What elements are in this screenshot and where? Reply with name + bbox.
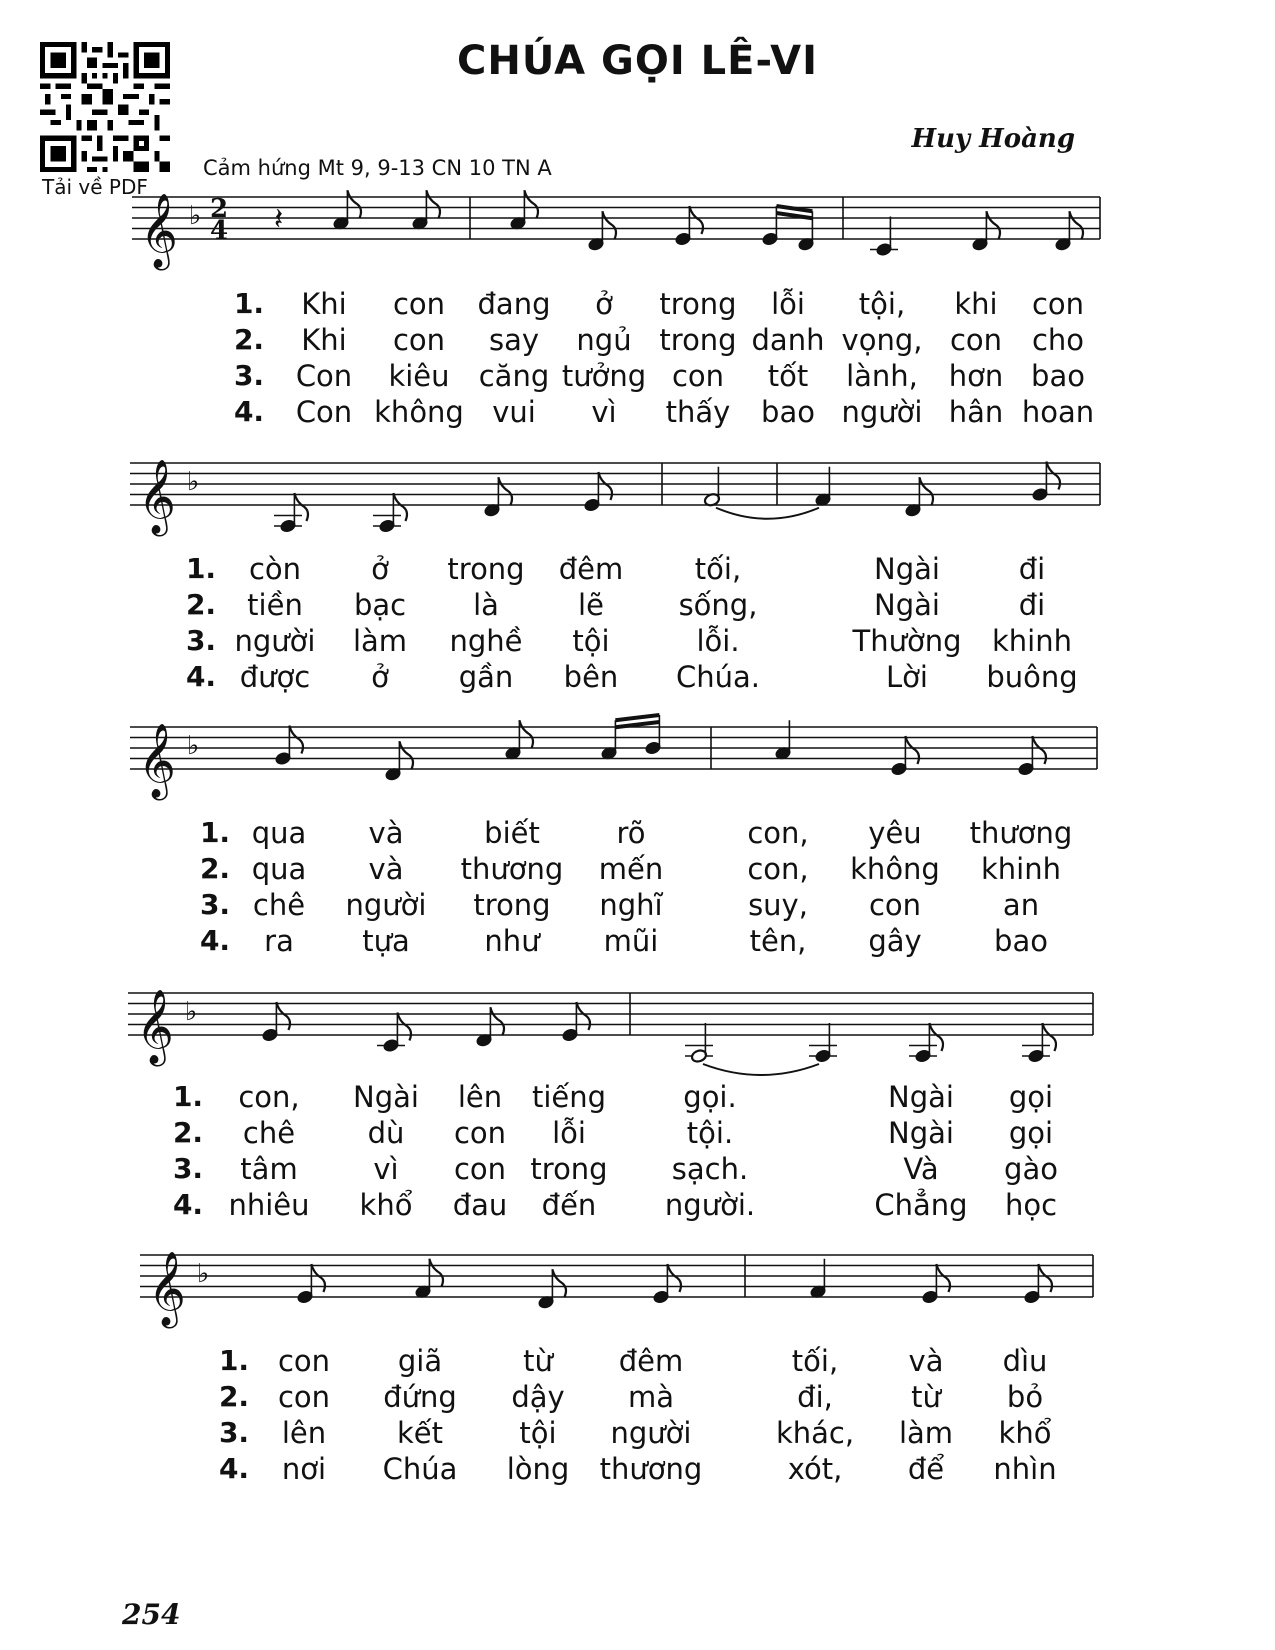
system-2-eighth-flag	[598, 472, 612, 500]
lyric-syllable: Ngài	[353, 1080, 419, 1114]
system-1-eighth-flag	[602, 211, 616, 239]
lyric-syllable: thương	[969, 816, 1073, 850]
system-4-treble-clef-icon: 𝄞	[136, 990, 174, 1064]
lyric-syllable: gào	[1004, 1152, 1058, 1186]
lyric-syllable: khổ	[998, 1416, 1052, 1450]
lyric-syllable: Ngài	[888, 1116, 954, 1150]
lyric-syllable: người	[841, 395, 923, 429]
verse-number: 4.	[233, 395, 265, 428]
time-signature-bottom: 4	[210, 216, 229, 246]
lyric-syllable: cho	[1031, 323, 1085, 357]
system-5-eighth-flag	[552, 1269, 566, 1297]
system-4-eighth-flag	[397, 1013, 411, 1041]
system-5-treble-clef-icon: 𝄞	[148, 1252, 186, 1326]
lyric-syllable: đau	[452, 1188, 508, 1222]
lyric-syllable: Con	[295, 395, 353, 429]
lyric-syllable: và	[368, 816, 404, 850]
lyric-syllable: tốt	[767, 359, 809, 393]
lyric-syllable: Và	[903, 1152, 939, 1186]
lyric-syllable: căng	[478, 359, 550, 393]
lyric-syllable: khinh	[981, 852, 1061, 886]
lyric-syllable: bao	[761, 395, 815, 429]
lyric-syllable: trong	[447, 552, 525, 586]
system-1-treble-clef-icon: 𝄞	[140, 194, 178, 268]
system-2-flat-key-signature: ♭	[187, 467, 200, 497]
lyric-syllable: người	[610, 1416, 692, 1450]
lyric-syllable: tiếng	[531, 1080, 607, 1114]
system-3-eighth-flag	[1032, 736, 1046, 764]
lyric-syllable: gọi	[1008, 1116, 1054, 1150]
verse-number: 2.	[172, 1116, 204, 1149]
lyric-syllable: tên,	[749, 924, 807, 958]
lyric-syllable: gần	[458, 660, 514, 694]
system-1-eighth-flag	[986, 211, 1000, 239]
lyric-syllable: đi,	[797, 1380, 833, 1414]
lyric-syllable: lành,	[846, 359, 918, 393]
system-2-eighth-flag	[393, 493, 407, 521]
verse-number: 1.	[172, 1080, 204, 1113]
lyric-syllable: nhìn	[993, 1452, 1057, 1486]
lyric-syllable: vui	[492, 395, 536, 429]
lyric-syllable: lẽ	[578, 588, 604, 622]
system-1-quarter-rest: 𝄽	[274, 202, 284, 237]
lyric-syllable: khinh	[992, 624, 1072, 658]
time-signature-top: 2	[210, 194, 229, 224]
lyric-syllable: trong	[659, 287, 737, 321]
lyric-syllable: tội	[572, 624, 610, 658]
lyric-syllable: sạch.	[671, 1152, 749, 1186]
lyric-syllable: tối,	[791, 1344, 839, 1378]
lyric-syllable: con	[277, 1344, 331, 1378]
system-1-flat-key-signature: ♭	[189, 201, 202, 231]
system-4-eighth-flag	[490, 1007, 504, 1035]
lyric-syllable: không	[374, 395, 464, 429]
lyric-syllable: thương	[460, 852, 564, 886]
system-2-eighth-flag	[294, 493, 308, 521]
lyric-syllable: gây	[868, 924, 922, 958]
lyric-syllable: đi	[1018, 588, 1046, 622]
lyric-syllable: tưởng	[561, 359, 647, 393]
lyric-syllable: nghĩ	[599, 888, 663, 922]
lyric-syllable: tâm	[240, 1152, 298, 1186]
lyric-syllable: tiền	[247, 588, 303, 622]
lyric-syllable: đang	[477, 287, 551, 321]
lyric-syllable: lỗi.	[696, 624, 740, 658]
lyric-syllable: sống,	[678, 588, 758, 622]
lyric-syllable: làm	[352, 624, 408, 658]
lyric-syllable: Chúa.	[676, 660, 760, 694]
system-4-eighth-flag	[929, 1023, 943, 1051]
lyric-syllable: say	[488, 323, 540, 357]
lyric-syllable: Lời	[886, 660, 928, 694]
verse-number: 1.	[218, 1344, 250, 1377]
lyric-syllable: kiêu	[388, 359, 450, 393]
lyric-syllable: xót,	[787, 1452, 843, 1486]
verse-number: 2.	[185, 588, 217, 621]
lyric-syllable: con	[1031, 287, 1085, 321]
lyric-syllable: người.	[664, 1188, 756, 1222]
lyric-syllable: biết	[484, 816, 540, 850]
lyric-syllable: học	[1004, 1188, 1058, 1222]
lyric-syllable: con	[392, 287, 446, 321]
lyric-syllable: Con	[295, 359, 353, 393]
lyric-syllable: Ngài	[874, 552, 940, 586]
lyric-syllable: rõ	[616, 816, 646, 850]
lyric-syllable: Ngài	[888, 1080, 954, 1114]
verse-number: 3.	[233, 359, 265, 392]
system-5-eighth-flag	[429, 1259, 443, 1287]
lyric-syllable: Chẳng	[874, 1188, 968, 1222]
lyric-syllable: hơn	[948, 359, 1004, 393]
lyric-syllable: tựa	[362, 924, 410, 958]
lyric-syllable: ở	[595, 287, 613, 321]
lyric-syllable: dậy	[511, 1380, 565, 1414]
lyric-syllable: lỗi	[552, 1116, 586, 1150]
lyric-syllable: an	[1002, 888, 1040, 922]
lyric-syllable: được	[239, 660, 311, 694]
lyric-syllable: người	[234, 624, 316, 658]
lyric-syllable: con	[949, 323, 1003, 357]
download-pdf-link[interactable]: Tải về PDF	[42, 175, 148, 199]
lyric-syllable: kết	[396, 1416, 444, 1450]
lyric-syllable: nhiêu	[228, 1188, 310, 1222]
lyric-syllable: dìu	[1002, 1344, 1048, 1378]
lyric-syllable: buông	[986, 660, 1078, 694]
lyric-syllable: lên	[457, 1080, 503, 1114]
lyric-syllable: con,	[747, 816, 809, 850]
lyric-syllable: lên	[281, 1416, 327, 1450]
lyric-syllable: bên	[563, 660, 619, 694]
lyric-syllable: gọi	[1008, 1080, 1054, 1114]
system-2-treble-clef-icon: 𝄞	[138, 460, 176, 534]
lyric-syllable: Chúa	[382, 1452, 458, 1486]
lyric-syllable: thấy	[665, 395, 731, 429]
system-5-eighth-flag	[667, 1264, 681, 1292]
lyric-syllable: ở	[371, 660, 389, 694]
lyric-syllable: Khi	[301, 287, 347, 321]
lyric-syllable: con	[392, 323, 446, 357]
lyric-syllable: trong	[473, 888, 551, 922]
lyric-syllable: đêm	[618, 1344, 684, 1378]
lyric-syllable: ngủ	[576, 323, 632, 357]
system-5-flat-key-signature: ♭	[197, 1259, 210, 1289]
inspiration-note: Cảm hứng Mt 9, 9-13 CN 10 TN A	[203, 156, 552, 180]
verse-number: 3.	[185, 624, 217, 657]
verse-number: 4.	[218, 1452, 250, 1485]
lyric-syllable: con,	[238, 1080, 300, 1114]
system-1-eighth-flag	[524, 190, 538, 218]
system-3-flat-key-signature: ♭	[187, 731, 200, 761]
lyric-syllable: hoan	[1021, 395, 1095, 429]
verse-number: 4.	[172, 1188, 204, 1221]
lyric-syllable: con	[453, 1152, 507, 1186]
lyric-syllable: con	[453, 1116, 507, 1150]
lyric-syllable: thương	[599, 1452, 703, 1486]
lyric-syllable: đứng	[383, 1380, 457, 1414]
lyric-syllable: khổ	[359, 1188, 413, 1222]
system-3-eighth-flag	[519, 720, 533, 748]
lyric-syllable: chê	[252, 888, 306, 922]
system-4-flat-key-signature: ♭	[185, 997, 198, 1027]
verse-number: 3.	[172, 1152, 204, 1185]
lyric-syllable: trong	[659, 323, 737, 357]
system-1-eighth-flag	[426, 190, 440, 218]
verse-number: 3.	[218, 1416, 250, 1449]
lyric-syllable: đến	[541, 1188, 597, 1222]
song-title: CHÚA GỌI LÊ-VI	[457, 38, 818, 84]
verse-number: 1.	[233, 287, 265, 320]
lyric-syllable: tội,	[858, 287, 906, 321]
system-1-eighth-flag	[1069, 211, 1083, 239]
lyric-syllable: mến	[598, 852, 664, 886]
lyric-syllable: người	[345, 888, 427, 922]
lyric-syllable: tội	[519, 1416, 557, 1450]
lyric-syllable: dù	[367, 1116, 405, 1150]
lyric-syllable: từ	[911, 1380, 941, 1414]
lyric-syllable: đi	[1018, 552, 1046, 586]
lyric-syllable: là	[473, 588, 499, 622]
system-5-eighth-flag	[1038, 1264, 1052, 1292]
lyric-syllable: tội.	[686, 1116, 734, 1150]
lyric-syllable: khác,	[775, 1416, 855, 1450]
lyric-syllable: khi	[954, 287, 998, 321]
verse-number: 3.	[199, 888, 231, 921]
lyric-syllable: không	[850, 852, 940, 886]
lyric-syllable: và	[368, 852, 404, 886]
system-1-eighth-flag	[689, 206, 703, 234]
system-3-eighth-flag	[289, 726, 303, 754]
lyric-syllable: yêu	[868, 816, 922, 850]
verse-number: 2.	[233, 323, 265, 356]
system-4-eighth-flag	[276, 1002, 290, 1030]
lyric-syllable: con,	[747, 852, 809, 886]
system-3-treble-clef-icon: 𝄞	[138, 724, 176, 798]
lyric-syllable: vì	[591, 395, 617, 429]
verse-number: 4.	[185, 660, 217, 693]
lyric-syllable: con	[868, 888, 922, 922]
lyric-syllable: bạc	[353, 588, 407, 622]
system-3-eighth-flag	[399, 741, 413, 769]
lyric-syllable: và	[908, 1344, 944, 1378]
system-3-eighth-flag	[905, 736, 919, 764]
lyric-syllable: tối,	[694, 552, 742, 586]
lyric-syllable: qua	[251, 816, 307, 850]
lyric-syllable: Khi	[301, 323, 347, 357]
lyric-syllable: ở	[371, 552, 389, 586]
lyric-syllable: hân	[948, 395, 1004, 429]
lyric-syllable: nơi	[281, 1452, 327, 1486]
lyric-syllable: nghề	[449, 624, 523, 658]
lyric-syllable: qua	[251, 852, 307, 886]
system-4-eighth-flag	[1042, 1023, 1056, 1051]
system-2-eighth-flag	[1046, 462, 1060, 490]
lyric-syllable: mũi	[603, 924, 659, 958]
lyric-syllable: còn	[248, 552, 302, 586]
verse-number: 2.	[199, 852, 231, 885]
lyric-syllable: giã	[397, 1344, 443, 1378]
composer-name: Huy Hoàng	[911, 124, 1075, 154]
lyric-syllable: chê	[242, 1116, 296, 1150]
lyric-syllable: làm	[898, 1416, 954, 1450]
lyric-syllable: để	[907, 1452, 945, 1486]
lyric-syllable: đêm	[558, 552, 624, 586]
system-3-beam	[615, 715, 659, 720]
lyric-syllable: vọng,	[841, 323, 923, 357]
verse-number: 2.	[218, 1380, 250, 1413]
lyric-syllable: mà	[627, 1380, 675, 1414]
system-2-eighth-flag	[498, 477, 512, 505]
verse-number: 4.	[199, 924, 231, 957]
system-4-eighth-flag	[576, 1002, 590, 1030]
lyric-syllable: lòng	[506, 1452, 570, 1486]
lyric-syllable: vì	[373, 1152, 399, 1186]
lyric-syllable: danh	[751, 323, 825, 357]
verse-number: 1.	[199, 816, 231, 849]
lyric-syllable: trong	[530, 1152, 608, 1186]
lyric-syllable: Thường	[852, 624, 962, 658]
verse-number: 1.	[185, 552, 217, 585]
system-4-tie	[703, 1064, 819, 1075]
lyric-syllable: Ngài	[874, 588, 940, 622]
lyric-syllable: gọi.	[683, 1080, 737, 1114]
lyric-syllable: bỏ	[1006, 1380, 1044, 1414]
system-5-eighth-flag	[936, 1264, 950, 1292]
lyric-syllable: như	[484, 924, 540, 958]
system-2-tie	[716, 508, 819, 519]
lyric-syllable: từ	[523, 1344, 553, 1378]
lyric-syllable: bao	[994, 924, 1048, 958]
system-1-eighth-flag	[347, 190, 361, 218]
system-2-eighth-flag	[919, 477, 933, 505]
lyric-syllable: con	[671, 359, 725, 393]
page-number: 254	[122, 1598, 181, 1631]
lyric-syllable: bao	[1031, 359, 1085, 393]
lyric-syllable: con	[277, 1380, 331, 1414]
lyric-syllable: ra	[264, 924, 294, 958]
system-5-eighth-flag	[311, 1264, 325, 1292]
lyric-syllable: suy,	[748, 888, 808, 922]
lyric-syllable: lỗi	[771, 287, 805, 321]
